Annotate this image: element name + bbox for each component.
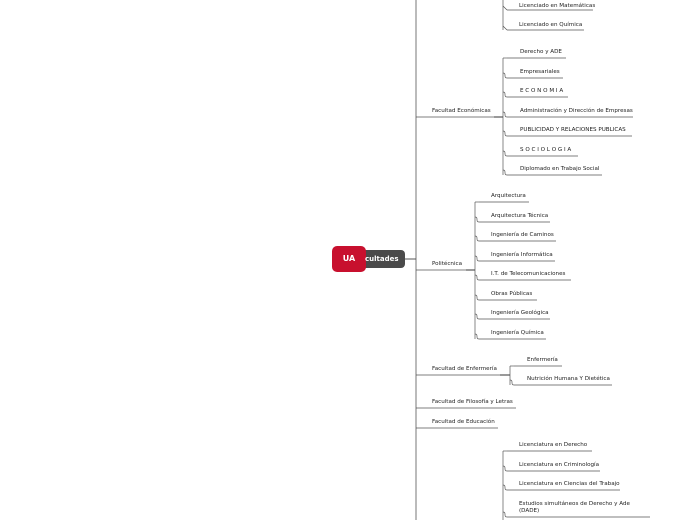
connector-line bbox=[503, 73, 507, 78]
branch-item[interactable]: Diplomado en Trabajo Social bbox=[520, 166, 600, 172]
branch-item[interactable]: Empresariales bbox=[520, 69, 560, 75]
connector-line bbox=[475, 314, 479, 319]
connector-line bbox=[503, 485, 507, 490]
branch-item[interactable]: Licenciatura en Criminología bbox=[519, 462, 600, 468]
branch-item[interactable]: Estudios simultáneos de Derecho y Ade (DADE) bbox=[519, 501, 630, 514]
branch-item[interactable]: Licenciatura en Ciencias del Trabajo bbox=[519, 481, 620, 487]
branch-item[interactable]: Ingeniería Informática bbox=[491, 252, 553, 258]
branch-item[interactable]: S O C I O L O G I A bbox=[520, 147, 572, 153]
connector-line bbox=[503, 131, 507, 136]
branch-item[interactable]: Enfermería bbox=[527, 357, 558, 363]
branch-item[interactable]: Derecho y ADE bbox=[520, 49, 562, 55]
ua-logo: UA bbox=[332, 246, 366, 272]
branch-item[interactable]: Ingeniería Química bbox=[491, 330, 544, 336]
faculty-label[interactable]: Facultad de Enfermería bbox=[432, 366, 497, 372]
branch-item[interactable]: Licenciado en Matemáticas bbox=[519, 3, 596, 9]
branch-item[interactable]: Obras Públicas bbox=[491, 291, 533, 297]
faculty-label[interactable]: Politécnica bbox=[432, 261, 463, 267]
connector-line bbox=[503, 151, 507, 156]
connector-line bbox=[503, 170, 507, 175]
connector-line bbox=[475, 236, 479, 241]
connector-line bbox=[475, 334, 479, 339]
connector-line bbox=[503, 466, 507, 471]
branch-item[interactable]: I.T. de Telecomunicaciones bbox=[491, 271, 566, 277]
branch-item[interactable]: Arquitectura bbox=[491, 193, 526, 199]
branch-item[interactable]: Licenciado en Química bbox=[519, 22, 583, 28]
connector-line bbox=[503, 26, 507, 30]
branch-item[interactable]: Nutrición Humana Y Dietética bbox=[527, 376, 610, 382]
branch-item[interactable]: Ingeniería de Caminos bbox=[491, 232, 554, 238]
faculty-label[interactable]: Facultad de Educación bbox=[432, 419, 495, 425]
connector-line bbox=[475, 217, 479, 222]
root-topic-label: cultades bbox=[365, 255, 399, 263]
connector-line bbox=[475, 256, 479, 261]
connector-line bbox=[503, 112, 507, 117]
branch-item[interactable]: Administración y Dirección de Empresas bbox=[520, 108, 633, 114]
branch-item[interactable]: E C O N O M I A bbox=[520, 88, 564, 94]
branch-item[interactable]: Arquitectura Técnica bbox=[491, 213, 549, 219]
faculty-label[interactable]: Facultad de Filosofía y Letras bbox=[432, 399, 513, 405]
connector-line bbox=[475, 295, 479, 300]
faculty-label[interactable]: Facultad Económicas bbox=[432, 108, 491, 114]
branch-item[interactable]: Licenciatura en Derecho bbox=[519, 442, 588, 448]
connector-line bbox=[475, 275, 479, 280]
branch-item[interactable]: Ingeniería Geológica bbox=[491, 310, 549, 316]
connector-line bbox=[510, 380, 514, 385]
connector-line bbox=[503, 92, 507, 97]
connector-line bbox=[503, 512, 507, 517]
branch-item[interactable]: PUBLICIDAD Y RELACIONES PUBLICAS bbox=[520, 127, 626, 133]
connector-line bbox=[503, 6, 507, 10]
